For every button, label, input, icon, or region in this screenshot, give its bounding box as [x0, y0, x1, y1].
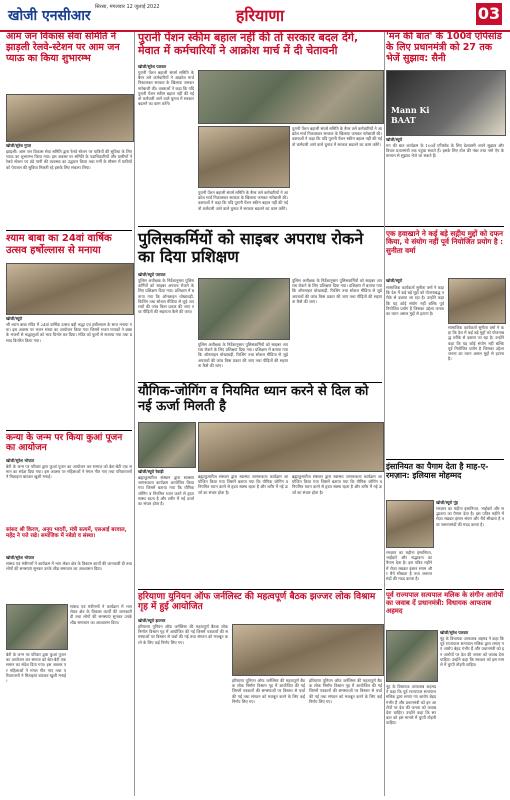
- body-purv-rajyapal-2: नूंह के विधायक आफताब अहमद ने कहा कि पूर्व राज्यपाल सत्यपाल मलिक द्वारा लगाए गए आरोप बेहद गंभीर हैं और प्रधानमंत्री को इन आरोपों पर देश की जनता को जवाब देना चाहिए। उन्होंने कहा कि सरकार को इस मामले में चुप्पी तोड़नी चाहिए।: [386, 684, 436, 726]
- body-huj-2: हरियाणा यूनियन ऑफ जर्नलिस्ट की महत्वपूर्ण बैठक लोक निर्माण विश्राम गृह में आयोजित की गई जिसमें पत्रकारों की समस्याओं पर विस्तार से चर्चा की गई तथा संगठन को मजबूत करने के लिए कई निर्णय लिए गए।: [232, 678, 305, 704]
- section-label: हरियाणा: [235, 6, 285, 25]
- byline-ambala: खोजी/सुरेश गुप्ता: [6, 143, 32, 148]
- photo-mann-ki-baat: [386, 70, 506, 136]
- photo-huj: [232, 624, 384, 676]
- photo-sansad: [6, 604, 68, 650]
- photo-yoga: [138, 422, 196, 468]
- body-pension-2: पुरानी पेंशन बहाली संघर्ष समिति के बैनर तले कर्मचारियों ने आक्रोश मार्च निकालकर सरकार के खिलाफ जमकर नारेबाजी की। वक्ताओं ने कहा कि यदि पुरानी पेंशन स्कीम बहाल नहीं की गई तो कर्मचारी आने वाले चुनाव में सरकार बदलने का काम करेंगे।: [292, 126, 382, 147]
- byline-shyam-baba: खोजी/ब्यूरो: [6, 316, 23, 321]
- body-yoga-1: ब्रह्माकुमारीज संस्थान द्वारा स्वास्थ्य जागरूकता कार्यक्रम आयोजित किया गया जिसमें बताया गया कि यौगिक जोगिंग व नियमित ध्यान करने से हृदय स्वस्थ रहता है और शरीर में नई ऊर्जा का संचार होता है।: [138, 475, 194, 507]
- divider: [6, 230, 132, 231]
- divider: [386, 589, 504, 590]
- byline-sansad: खोजी/सुरेश भोपाल: [6, 555, 35, 560]
- body-kanya-2: बेटी के जन्म पर परिवार द्वारा कुआं पूजन का आयोजन कर समाज को बेटा-बेटी एक समान का संदेश दिया गया। इस अवसर पर महिलाओं ने मंगल गीत गाए तथा परिवारजनों ने मिठाइयां बांटकर खुशी मनाई।: [6, 652, 66, 684]
- headline-huj: हरियाणा युनियन ऑफ जर्नलिस्ट की महत्वपूर्ण बैठक झज्जर लोक विश्राम गृह में हुई आयोजित: [138, 592, 376, 613]
- divider: [386, 459, 504, 460]
- divider: [138, 589, 382, 590]
- photo-cyber: [198, 278, 290, 340]
- byline-yoga: खोजी/ब्यूरो रेवाड़ी: [138, 469, 164, 474]
- masthead: [0, 0, 510, 32]
- body-insaniyat: रमज़ान का महीना इंसानियत, भाईचारे और सद्भावना का पैगाम देता है। इस पवित्र महीने में रोज़ा रखकर इंसान संयम और धैर्य सीखता है तथा जरूरतमंदों की मदद करता है।: [436, 506, 504, 527]
- photo-yoga-2: [198, 422, 384, 472]
- column-rule: [134, 32, 135, 796]
- body-cyber-3: पुलिस अधीक्षक के निर्देशानुसार पुलिसकर्मियों को साइबर अपराध रोकने के लिए प्रशिक्षण दिया गया। प्रशिक्षण में बताया गया कि ऑनलाइन धोखाधड़ी, फिशिंग तथा सोशल मीडिया से जुड़े अपराधों की जांच किस प्रकार की जाए तथा पीड़ितों की सहायता कैसे की जाए।: [198, 342, 288, 368]
- divider: [138, 226, 504, 227]
- headline-purv-rajyapal: पूर्व राज्यपाल सत्यपाल मलिक के संगीन आरोपों का जवाब दें प्रधानमंत्री: विधायक आफताब अहमद: [386, 591, 504, 615]
- headline-mann-ki-baat: 'मन की बात' के 100वें एपिसोड के लिए प्रधानमंत्री को 27 तक भेजें सुझाव: सैनी: [386, 31, 502, 64]
- body-pension-1: पुरानी पेंशन बहाली संघर्ष समिति के बैनर तले कर्मचारियों ने आक्रोश मार्च निकालकर सरकार के खिलाफ जमकर नारेबाजी की। वक्ताओं ने कहा कि यदि पुरानी पेंशन स्कीम बहाल नहीं की गई तो कर्मचारी आने वाले चुनाव में सरकार बदलने का काम करेंगे।: [138, 70, 194, 107]
- headline-insaniyat: इंसानियत का पैगाम देता है माह-ए-रमज़ान: इलियास मोहम्मद: [386, 462, 489, 481]
- photo-shyam-baba: [6, 263, 134, 315]
- byline-kanya: खोजी/सुरेश भोपाल: [6, 458, 35, 463]
- headline-yoga: यौगिक-जोगिंग व नियमित ध्यान करने से दिल को नई ऊर्जा मिलती है: [138, 384, 369, 414]
- mann-ki-baat-logo: Mann Ki BAAT: [391, 105, 430, 125]
- byline-huj: खोजी/ब्यूरो झज्जर: [138, 618, 166, 623]
- byline-sunita-verma: खोजी/ब्यूरो: [386, 278, 403, 283]
- byline-mann-ki-baat: खोजी/ब्यूरो: [386, 137, 403, 142]
- headline-sunita-verma: एक हवाखाने ने कई बड़े सद्गीय मुद्दों को दफन किया, ये संयोग नहीं पूर्व नियोजित प्रयोग है : सुनीता वर्मा: [386, 229, 504, 255]
- body-purv-rajyapal: नूंह के विधायक आफताब अहमद ने कहा कि पूर्व राज्यपाल सत्यपाल मलिक द्वारा लगाए गए आरोप बेहद गंभीर हैं और प्रधानमंत्री को इन आरोपों पर देश की जनता को जवाब देना चाहिए। उन्होंने कहा कि सरकार को इस मामले में चुप्पी तोड़नी चाहिए।: [440, 636, 504, 668]
- byline-cyber: खोजी/ब्यूरो पलवल: [138, 272, 166, 277]
- body-sunita-verma: सामाजिक कार्यकर्ता सुनीता वर्मा ने कहा कि देश में कई बड़े मुद्दों को योजनाबद्ध तरीके से दबाया जा रहा है। उन्होंने कहा कि यह कोई संयोग नहीं बल्कि पूर्व नियोजित प्रयोग है जिसका उद्देश्य जनता का ध्यान असल मुद्दों से हटाना है।: [386, 285, 444, 317]
- photo-insaniyat: [386, 500, 434, 548]
- column-rule: [384, 32, 385, 796]
- body-yoga-2: ब्रह्माकुमारीज संस्थान द्वारा स्वास्थ्य जागरूकता कार्यक्रम आयोजित किया गया जिसमें बताया गया कि यौगिक जोगिंग व नियमित ध्यान करने से हृदय स्वस्थ रहता है और शरीर में नई ऊर्जा का संचार होता है।: [198, 474, 288, 495]
- body-yoga-3: ब्रह्माकुमारीज संस्थान द्वारा स्वास्थ्य जागरूकता कार्यक्रम आयोजित किया गया जिसमें बताया गया कि यौगिक जोगिंग व नियमित ध्यान करने से हृदय स्वस्थ रहता है और शरीर में नई ऊर्जा का संचार होता है।: [292, 474, 382, 495]
- body-sansad-2: सांसद एवं मंत्रीगणों ने कार्यक्रम में भाग लेकर क्षेत्र के विकास कार्यों की जानकारी दी तथा लोगों की समस्याएं सुनकर उनके शीघ्र समाधान का आश्वासन दिया।: [70, 604, 132, 625]
- body-sansad: सांसद एवं मंत्रीगणों ने कार्यक्रम में भाग लेकर क्षेत्र के विकास कार्यों की जानकारी दी तथा लोगों की समस्याएं सुनकर उनके शीघ्र समाधान का आश्वासन दिया।: [6, 561, 132, 572]
- headline-cyber: पुलिसकर्मियों को साइबर अपराध रोकने का दिया प्रशिक्षण: [138, 229, 364, 267]
- body-cyber-1: पुलिस अधीक्षक के निर्देशानुसार पुलिसकर्मियों को साइबर अपराध रोकने के लिए प्रशिक्षण दिया गया। प्रशिक्षण में बताया गया कि ऑनलाइन धोखाधड़ी, फिशिंग तथा सोशल मीडिया से जुड़े अपराधों की जांच किस प्रकार की जाए तथा पीड़ितों की सहायता कैसे की जाए।: [138, 278, 194, 315]
- body-cyber-2: पुलिस अधीक्षक के निर्देशानुसार पुलिसकर्मियों को साइबर अपराध रोकने के लिए प्रशिक्षण दिया गया। प्रशिक्षण में बताया गया कि ऑनलाइन धोखाधड़ी, फिशिंग तथा सोशल मीडिया से जुड़े अपराधों की जांच किस प्रकार की जाए तथा पीड़ितों की सहायता कैसे की जाए।: [292, 278, 382, 304]
- divider: [6, 430, 132, 431]
- byline-insaniyat: खोजी/ब्यूरो नूंह: [436, 500, 458, 505]
- headline-sansad: सांसद श्री किरण, अनूप भादरी, मंत्री सत्यमें, एसआई बरवाल, महेंद्र ने पत्ते रखे। समाजिक में नबेडो व संस्था।: [6, 527, 127, 540]
- byline-purv-rajyapal: खोजी/सुरेश पलवल: [440, 630, 469, 635]
- body-sunita-verma-2: सामाजिक कार्यकर्ता सुनीता वर्मा ने कहा कि देश में कई बड़े मुद्दों को योजनाबद्ध तरीके से दबाया जा रहा है। उन्होंने कहा कि यह कोई संयोग नहीं बल्कि पूर्व नियोजित प्रयोग है जिसका उद्देश्य जनता का ध्यान असल मुद्दों से हटाना है।: [448, 325, 504, 362]
- photo-sunita-verma: [448, 278, 506, 324]
- body-insaniyat-2: रमज़ान का महीना इंसानियत, भाईचारे और सद्भावना का पैगाम देता है। इस पवित्र महीने में रोज़ा रखकर इंसान संयम और धैर्य सीखता है तथा जरूरतमंदों की मदद करता है।: [386, 550, 432, 582]
- divider: [138, 382, 382, 383]
- paper-name: खोजी एनसीआर: [8, 8, 91, 24]
- byline-pension: खोजी/सुरेश पलवल: [138, 64, 167, 69]
- headline-kanya: कन्या के जन्म पर किया कुआं पूजन का आयोजन: [6, 433, 123, 454]
- page-number: 03: [477, 4, 501, 23]
- photo-purv-rajyapal: [386, 630, 438, 682]
- edition-line: सिरसा, मंगलवार 12 जुलाई 2022: [95, 4, 160, 10]
- headline-pension: पुरानी पेंशन स्कीम बहाल नहीं की तो सरकार बदल देंगे, मेवात में कर्मचारियों ने आक्रोश मार्च में दी चेतावनी: [138, 31, 359, 57]
- body-shyam-baba: श्री श्याम बाबा मंदिर में 24वां वार्षिक उत्सव बड़ी श्रद्धा एवं हर्षोल्लास के साथ मनाया गया। इस अवसर पर भजन संध्या का आयोजन किया गया जिसमें भजन गायकों ने बाबा के भजनों से श्रद्धालुओं को भाव विभोर कर दिया। मंदिर को फूलों से सजाया गया तथा प्रसाद वितरित किया गया।: [6, 322, 132, 343]
- photo-pension-2: [198, 126, 290, 188]
- body-huj-1: हरियाणा यूनियन ऑफ जर्नलिस्ट की महत्वपूर्ण बैठक लोक निर्माण विश्राम गृह में आयोजित की गई जिसमें पत्रकारों की समस्याओं पर विस्तार से चर्चा की गई तथा संगठन को मजबूत करने के लिए कई निर्णय लिए गए।: [138, 624, 228, 645]
- headline-ambala: आम जन विकास सेवा समिति ने झाड़ली रेलवे-स्टेशन पर आम जन प्याऊ का किया शुभारम्भ: [6, 31, 120, 64]
- photo-pension-1: [198, 70, 384, 124]
- body-pension-3: पुरानी पेंशन बहाली संघर्ष समिति के बैनर तले कर्मचारियों ने आक्रोश मार्च निकालकर सरकार के खिलाफ जमकर नारेबाजी की। वक्ताओं ने कहा कि यदि पुरानी पेंशन स्कीम बहाल नहीं की गई तो कर्मचारी आने वाले चुनाव में सरकार बदलने का काम करेंगे।: [198, 190, 288, 211]
- body-mann-ki-baat: मन की बात कार्यक्रम के 100वें एपिसोड के लिए देशवासी अपने सुझाव और विचार प्रधानमंत्री तक पहुंचा सकते हैं। इसके लिए टोल फ्री नंबर तथा नमो ऐप के माध्यम से सुझाव भेजे जा सकते हैं।: [386, 143, 504, 159]
- headline-shyam-baba: श्याम बाबा का 24वां वार्षिक उत्सव हर्षोल्लास से मनाया: [6, 233, 112, 256]
- body-huj-3: हरियाणा यूनियन ऑफ जर्नलिस्ट की महत्वपूर्ण बैठक लोक निर्माण विश्राम गृह में आयोजित की गई जिसमें पत्रकारों की समस्याओं पर विस्तार से चर्चा की गई तथा संगठन को मजबूत करने के लिए कई निर्णय लिए गए।: [309, 678, 382, 704]
- body-ambala: झाड़ली। आम जन विकास सेवा समिति द्वारा रेलवे स्टेशन पर यात्रियों की सुविधा के लिए प्याऊ का शुभारम्भ किया गया। इस अवसर पर समिति के पदाधिकारियों और ग्रामीणों ने रेलवे स्टेशन पर ठंडे पानी की व्यवस्था का उद्घाटन किया तथा गर्मी के मौसम में यात्रियों को पेयजल की सुविधा मिलती रहे इसके लिए संकल्प लिया।: [6, 149, 132, 170]
- photo-ambala: [6, 94, 134, 142]
- body-kanya: बेटी के जन्म पर परिवार द्वारा कुआं पूजन का आयोजन कर समाज को बेटा-बेटी एक समान का संदेश दिया गया। इस अवसर पर महिलाओं ने मंगल गीत गाए तथा परिवारजनों ने मिठाइयां बांटकर खुशी मनाई।: [6, 464, 132, 480]
